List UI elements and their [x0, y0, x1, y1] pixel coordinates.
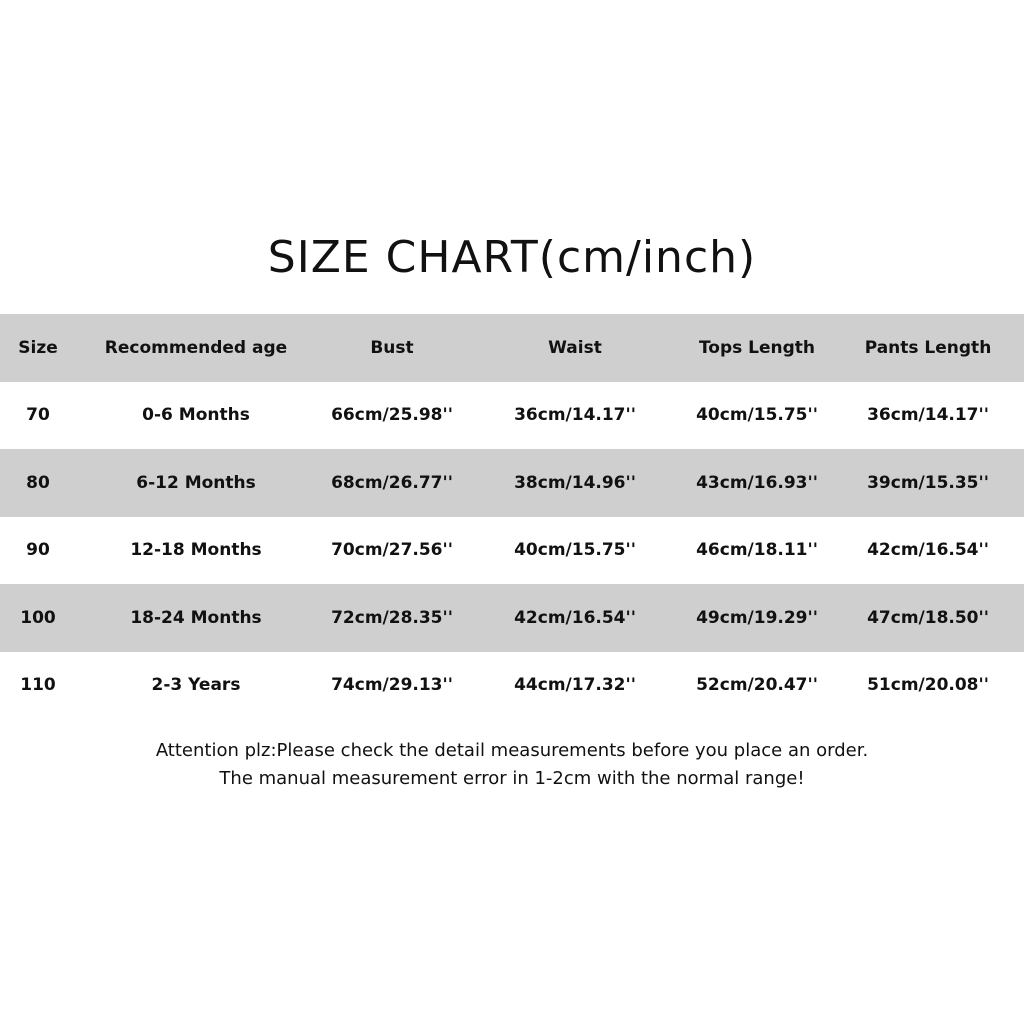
header-waist: Waist [548, 337, 602, 358]
table-row [0, 382, 1024, 450]
cell-bust: 72cm/28.35'' [331, 607, 453, 628]
cell-waist: 42cm/16.54'' [514, 607, 636, 628]
cell-tops-length: 40cm/15.75'' [696, 405, 818, 426]
cell-bust: 68cm/26.77'' [331, 472, 453, 493]
cell-tops-length: 52cm/20.47'' [696, 675, 818, 696]
cell-tops-length: 43cm/16.93'' [696, 472, 818, 493]
attention-note-line-2: The manual measurement error in 1-2cm with the normal range! [219, 768, 805, 789]
cell-bust: 66cm/25.98'' [331, 405, 453, 426]
cell-tops-length: 49cm/19.29'' [696, 607, 818, 628]
header-pants-length: Pants Length [864, 337, 992, 358]
cell-pants-length: 42cm/16.54'' [867, 540, 989, 561]
cell-recommended-age: 6-12 Months [136, 472, 256, 493]
cell-recommended-age: 2-3 Years [151, 675, 241, 696]
cell-size: 90 [26, 540, 50, 561]
header-tops-length: Tops Length [698, 337, 816, 358]
attention-note [0, 737, 1024, 793]
cell-pants-length: 47cm/18.50'' [867, 607, 989, 628]
cell-waist: 44cm/17.32'' [514, 675, 636, 696]
table-row [0, 517, 1024, 585]
cell-bust: 70cm/27.56'' [331, 540, 453, 561]
cell-recommended-age: 18-24 Months [130, 607, 262, 628]
page-title: SIZE CHART(cm/inch) [267, 232, 757, 283]
cell-recommended-age: 12-18 Months [130, 540, 262, 561]
table-row [0, 449, 1024, 517]
attention-note-line-1: Attention plz:Please check the detail measurements before you place an order. [155, 740, 869, 761]
cell-waist: 38cm/14.96'' [514, 472, 636, 493]
table-row [0, 652, 1024, 720]
cell-recommended-age: 0-6 Months [142, 405, 250, 426]
cell-tops-length: 46cm/18.11'' [696, 540, 818, 561]
cell-size: 100 [20, 607, 56, 628]
header-size: Size [18, 337, 58, 358]
cell-size: 80 [26, 472, 50, 493]
header-recommended-age: Recommended age [104, 337, 288, 358]
table-header-row [0, 314, 1024, 382]
cell-waist: 40cm/15.75'' [514, 540, 636, 561]
cell-size: 70 [26, 405, 50, 426]
cell-pants-length: 51cm/20.08'' [867, 675, 989, 696]
header-bust: Bust [370, 337, 414, 358]
cell-waist: 36cm/14.17'' [514, 405, 636, 426]
cell-size: 110 [20, 675, 56, 696]
cell-bust: 74cm/29.13'' [331, 675, 453, 696]
cell-pants-length: 36cm/14.17'' [867, 405, 989, 426]
cell-pants-length: 39cm/15.35'' [867, 472, 989, 493]
table-row [0, 584, 1024, 652]
size-table [0, 314, 1024, 719]
